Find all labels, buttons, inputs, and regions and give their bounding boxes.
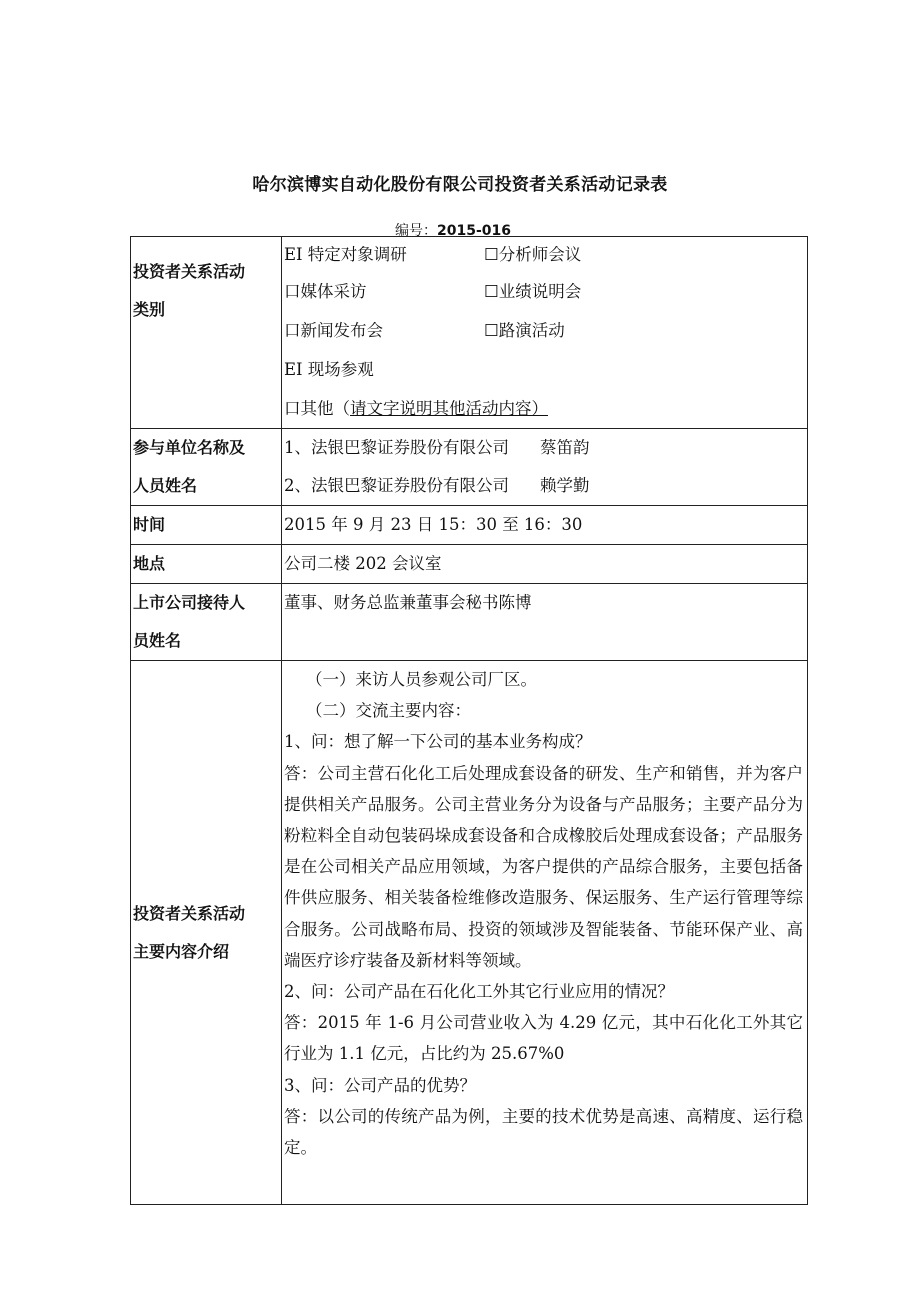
answer: 答：以公司的传统产品为例，主要的技术优势是高速、高精度、运行稳定。: [284, 1106, 803, 1158]
question: 1、问：想了解一下公司的基本业务构成？: [284, 732, 592, 752]
document-title: 哈尔滨博实自动化股份有限公司投资者关系活动记录表: [252, 175, 668, 195]
option-earnings-call[interactable]: ☐业绩说明会: [484, 281, 582, 301]
host-value: 董事、财务总监兼董事会秘书陈博: [282, 584, 808, 661]
label-time: 时间: [131, 506, 282, 545]
row-activity-type: [131, 237, 808, 429]
option-media-interview[interactable]: 口媒体采访: [284, 281, 367, 301]
question: 3、问：公司产品的优势？: [284, 1075, 476, 1095]
answer: 答：公司主营石化化工后处理成套设备的研发、生产和销售，并为客户提供相关产品服务。公司主营业务分为设备与产品服务；主要产品分为粉粒料全自动包装码垛成套设备和合成橡胶后处理成套设备；产品服务是在公司相关产品应用领域，为客户提供的产品综合服务，主要包括备件供应服务、相关装备检维修改造服务、保运服务、生产运行管理等综合服务。公司战略布局、投资的领域涉及智能装备、节能环保产业、高端医疗诊疗装备及新材料等领域。: [284, 763, 803, 970]
label-line: 上市公司接待人: [133, 593, 246, 612]
time-value: 2015 年 9 月 23 日 15：30 至 16：30: [282, 506, 808, 545]
label-line: 人员姓名: [133, 476, 198, 495]
serial-label: 编号：: [395, 223, 437, 239]
label-line: 员姓名: [133, 631, 182, 650]
serial-value: 2015-016: [437, 223, 511, 239]
option-other-prefix: 口其他（: [284, 398, 350, 418]
content-paragraph: （一）来访人员参观公司厂区。: [306, 670, 537, 689]
label-line: 类别: [133, 300, 166, 319]
row-place: [131, 545, 808, 584]
label-line: 参与单位名称及: [133, 438, 246, 457]
label-place: 地点: [131, 545, 282, 584]
label-activity-type: [131, 237, 282, 429]
label-line: 主要内容介绍: [133, 941, 230, 961]
option-press-conference[interactable]: 口新闻发布会: [284, 320, 383, 340]
participants-list: [282, 429, 808, 506]
answer: 答：2015 年 1-6 月公司营业收入为 4.29 亿元，其中石化化工外其它行业为 1.1 亿元，占比约为 25.67%0: [284, 1013, 803, 1064]
label-host: [131, 584, 282, 661]
option-analyst-meeting[interactable]: ☐分析师会议: [484, 244, 582, 264]
participant-name: 赖学勤: [540, 476, 590, 495]
label-line: 投资者关系活动: [133, 903, 246, 923]
participant-org: 1、法银巴黎证券股份有限公司: [284, 438, 509, 457]
place-value: 公司二楼 202 会议室: [282, 545, 808, 584]
row-participants: [131, 429, 808, 506]
label-participants: [131, 429, 282, 506]
option-other-text: 请文字说明其他活动内容）: [350, 398, 548, 418]
question: 2、问：公司产品在石化化工外其它行业应用的情况？: [284, 982, 674, 1002]
label-content: [131, 661, 282, 1205]
participant-org: 2、法银巴黎证券股份有限公司: [284, 476, 509, 495]
participant-item: [284, 467, 803, 505]
row-time: [131, 506, 808, 545]
activity-type-options: [282, 237, 808, 429]
participant-name: 蔡笛韵: [540, 438, 590, 457]
participant-item: [284, 429, 803, 467]
label-line: 投资者关系活动: [133, 262, 246, 281]
option-other[interactable]: [284, 390, 548, 428]
content-paragraph: （二）交流主要内容：: [306, 701, 471, 721]
option-roadshow[interactable]: ☐路演活动: [484, 320, 565, 340]
option-site-visit[interactable]: EI 现场参观: [284, 359, 374, 379]
content-body: [282, 661, 808, 1205]
record-table: [130, 236, 808, 1205]
row-host: [131, 584, 808, 661]
option-special-research[interactable]: EI 特定对象调研: [284, 244, 407, 264]
row-content: [131, 661, 808, 1205]
